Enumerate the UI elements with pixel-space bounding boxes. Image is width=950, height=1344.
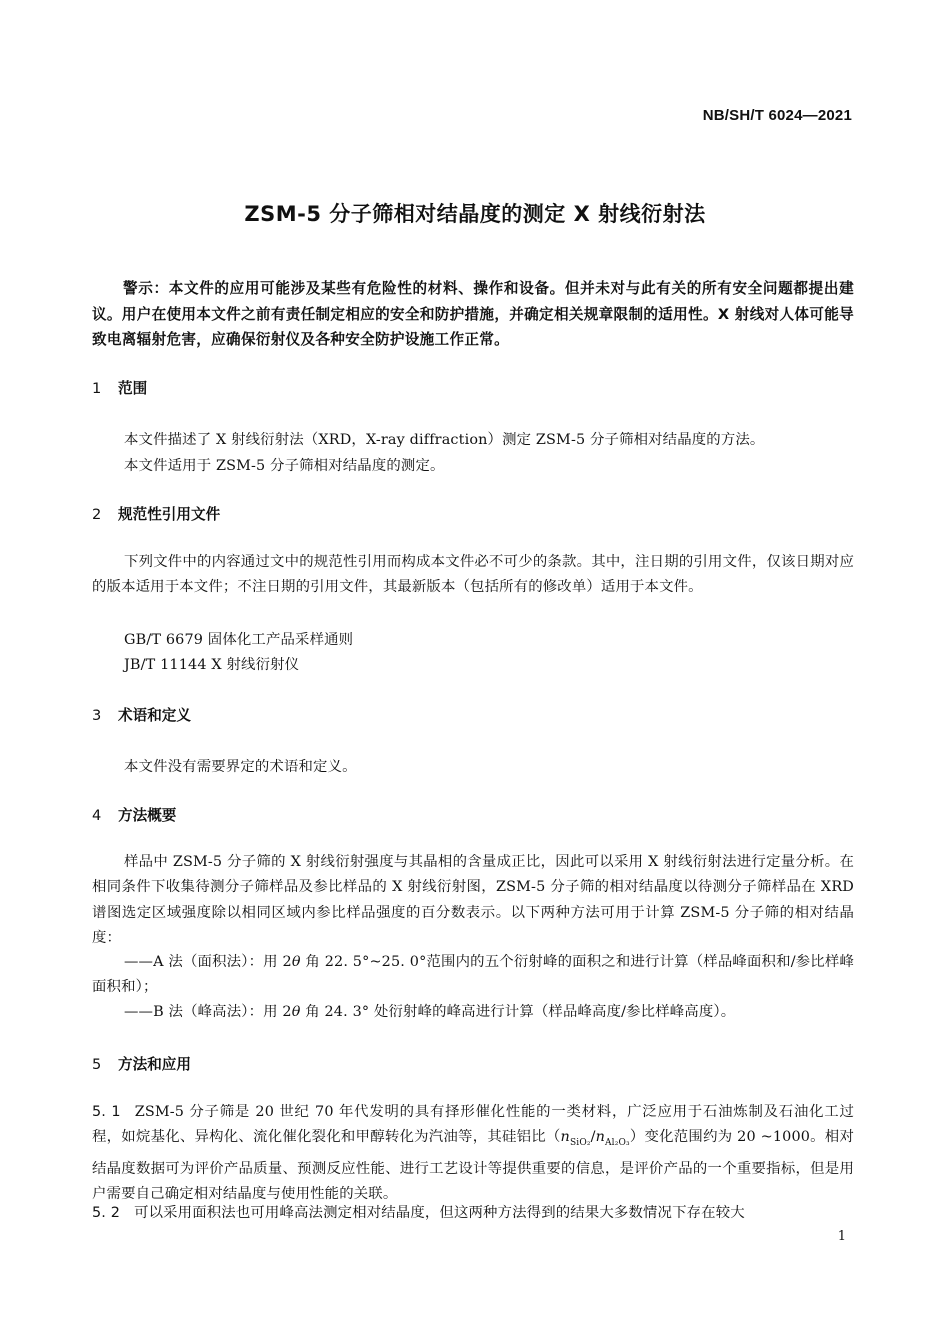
section-title: 范围 [118,380,148,397]
section-4-paragraph: 样品中 ZSM-5 分子筛的 X 射线衍射强度与其晶相的含量成正比，因此可以采用 X 射线衍射法进行定量分析。在相同条件下收集待测分子筛样品及参比样品的 X 射线衍射图，ZSM-5 分子筛的相对结晶度以待测分子筛样品在 XRD 谱图选定区域强度除以相同区域内参比样品强度的百分数表示。以下两种方法可用于计算 ZSM-5 分子筛的相对结晶度： [92,854,854,947]
clause-5-1 [92,1100,854,1208]
clause-5-1-text-post: ）变化范围约为 20 ~1000。相对结晶度数据可为评价产品质量、预测反应性能、进行工艺设计等提供重要的信息，是评价产品的一个重要指标，但是用户需要自己确定相对结晶度与使用性能的关联。 [92,1129,854,1203]
method-a-item [92,950,854,1001]
section-number: 4 [92,807,102,824]
clause-5-2 [92,1201,854,1226]
method-b-text-pre: ——B 法（峰高法）：用 2 [124,1004,292,1020]
section-number: 5 [92,1056,102,1073]
warning-paragraph: 警示：本文件的应用可能涉及某些有危险性的材料、操作和设备。但并未对与此有关的所有安全问题都提出建议。用户在使用本文件之前有责任制定相应的安全和防护措施，并确定相关规章限制的适用性。X 射线对人体可能导致电离辐射危害，应确保衍射仪及各种安全防护设施工作正常。 [92,280,854,348]
sio2-subscript: SiO₂ [569,1138,591,1149]
n-symbol: n [560,1129,570,1146]
ratio-slash: / [590,1129,596,1146]
page-number: 1 [837,1229,846,1244]
standard-number: NB/SH/T 6024—2021 [702,107,852,124]
clause-number: 5. 1 [92,1104,121,1120]
method-b-text-post: 角 24. 3° 处衍射峰的峰高进行计算（样品峰高度/参比样峰高度）。 [300,1004,736,1020]
section-title: 方法概要 [118,807,177,824]
section-title: 方法和应用 [118,1056,191,1073]
section-2-paragraph: 下列文件中的内容通过文中的规范性引用而构成本文件必不可少的条款。其中，注日期的引用文件，仅该日期对应的版本适用于本文件；不注日期的引用文件，其最新版本（包括所有的修改单）适用于本文件。 [92,554,854,596]
reference-jb-t-11144: JB/T 11144 X 射线衍射仪 [124,657,300,673]
section-number: 1 [92,380,102,397]
section-title: 术语和定义 [118,707,191,724]
section-title: 规范性引用文件 [118,506,221,523]
reference-gb-t-6679: GB/T 6679 固体化工产品采样通则 [124,632,354,648]
section-1-heading [92,377,147,398]
theta-symbol: θ [291,1004,301,1020]
section-1-paragraph-1: 本文件描述了 X 射线衍射法（XRD，X-ray diffraction）测定 ZSM-5 分子筛相对结晶度的方法。 [124,432,765,448]
section-number: 2 [92,506,102,523]
section-3-paragraph: 本文件没有需要界定的术语和定义。 [124,759,357,775]
section-2-heading [92,503,220,524]
section-number: 3 [92,707,102,724]
document-title: ZSM-5 分子筛相对结晶度的测定 X 射线衍射法 [244,202,706,226]
n-symbol: n [595,1129,606,1146]
section-3-heading [92,704,191,725]
method-a-text-pre: ——A 法（面积法）：用 2 [124,954,292,970]
clause-5-1-text-pre: ZSM-5 分子筛是 20 世纪 70 年代发明的具有择形催化性能的一类材料，广泛应用于石油炼制及石油化工过程，如烷基化、异构化、流化催化裂化和甲醇转化为汽油等，其硅铝比（ [92,1104,854,1146]
al2o3-subscript: Al₂O₃ [605,1138,630,1149]
section-1-paragraph-2: 本文件适用于 ZSM-5 分子筛相对结晶度的测定。 [124,458,445,474]
section-5-heading [92,1053,191,1074]
method-a-text-post: 角 22. 5°~25. 0°范围内的五个衍射峰的面积之和进行计算（样品峰面积和/参比样峰面积和）； [92,954,854,996]
clause-number: 5. 2 [92,1205,121,1221]
clause-5-2-text: 可以采用面积法也可用峰高法测定相对结晶度，但这两种方法得到的结果大多数情况下存在较大 [134,1205,745,1221]
section-4-heading [92,804,176,825]
theta-symbol: θ [291,954,301,970]
method-b-item [92,1000,854,1025]
